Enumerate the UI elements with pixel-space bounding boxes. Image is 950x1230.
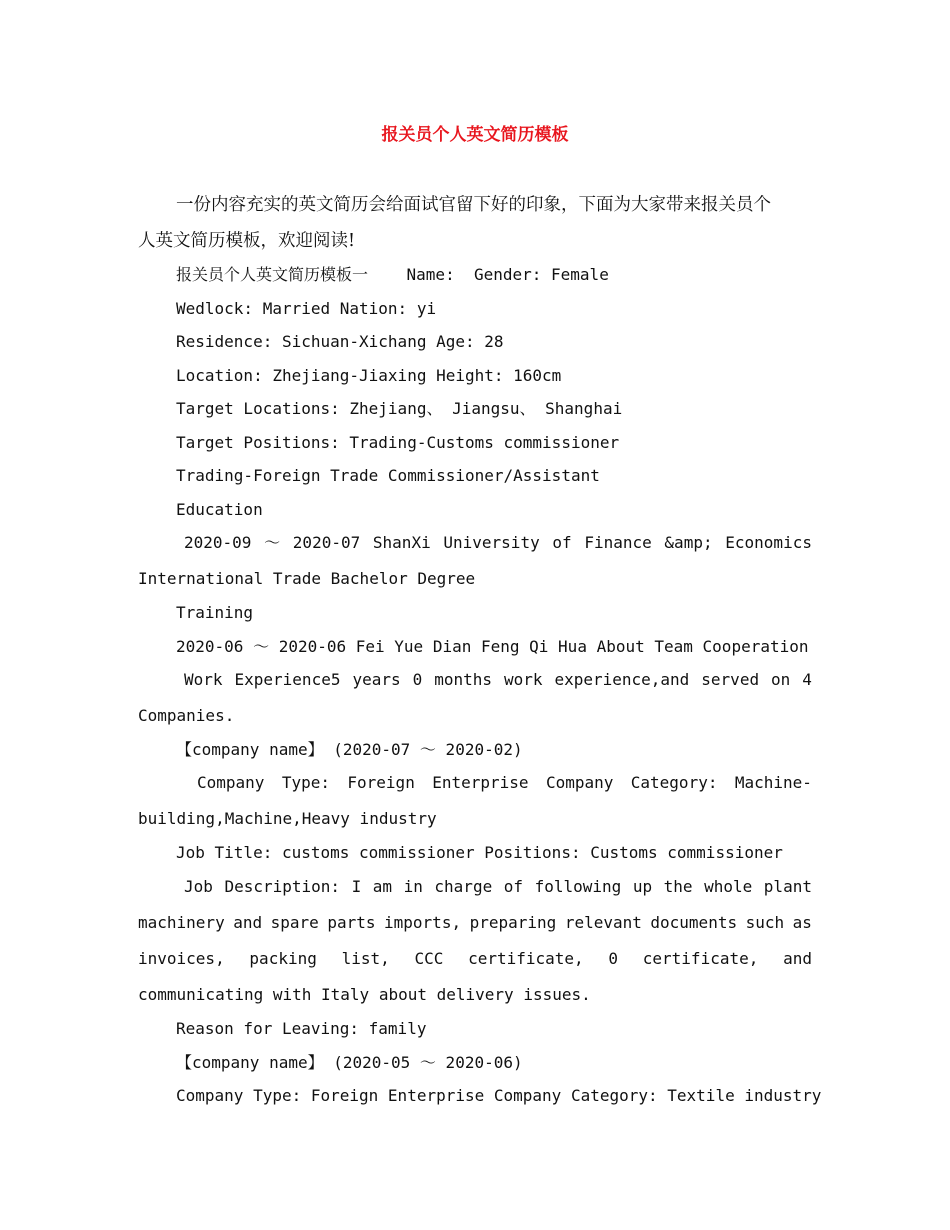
education-entry-line-1 xyxy=(184,532,812,554)
personal-location-height: Location: Zhejiang-Jiaxing Height: 160cm xyxy=(176,366,562,385)
word: preparing xyxy=(469,913,557,932)
company-2-header: 【company name】 (2020-05 ～ 2020-06) xyxy=(176,1053,523,1072)
word: 2020-07 xyxy=(292,533,361,552)
word: relevant xyxy=(564,913,642,932)
word: plant xyxy=(763,877,812,896)
word: Foreign xyxy=(347,773,415,792)
word: of xyxy=(503,877,524,896)
word: Work xyxy=(184,670,223,689)
word: parts xyxy=(327,913,376,932)
word: 0 xyxy=(608,949,619,968)
personal-name-gender: 报关员个人英文简历模板一 Name: Gender: Female xyxy=(176,265,609,284)
word: list, xyxy=(341,949,390,968)
word: such xyxy=(745,913,785,932)
word: University xyxy=(443,533,540,552)
company-1-description-line-4: communicating with Italy about delivery issues. xyxy=(138,985,591,1004)
document-title: 报关员个人英文简历模板 xyxy=(381,125,569,145)
word: years xyxy=(352,670,401,689)
word: whole xyxy=(704,877,753,896)
word: Type: xyxy=(281,773,330,792)
word: ShanXi xyxy=(372,533,431,552)
company-1-type-line-1 xyxy=(197,772,812,794)
word: charge xyxy=(434,877,493,896)
word: Experience5 xyxy=(234,670,341,689)
company-1-description-line-3 xyxy=(138,948,812,970)
word: Finance xyxy=(584,533,652,552)
target-positions-cont: Trading-Foreign Trade Commissioner/Assistant xyxy=(176,466,600,485)
word: the xyxy=(663,877,693,896)
word: 0 xyxy=(412,670,423,689)
training-entry: 2020-06 ～ 2020-06 Fei Yue Dian Feng Qi Hua About Team Cooperation xyxy=(176,637,809,656)
word: imports, xyxy=(384,913,462,932)
word: of xyxy=(552,533,572,552)
education-entry-line-2: International Trade Bachelor Degree xyxy=(138,569,476,588)
word: following xyxy=(534,877,622,896)
work-experience-line-1 xyxy=(184,669,812,691)
word: Economics xyxy=(725,533,812,552)
personal-residence-age: Residence: Sichuan-Xichang Age: 28 xyxy=(176,332,504,351)
company-2-type: Company Type: Foreign Enterprise Company Category: Textile industry xyxy=(176,1086,822,1105)
word: 4 xyxy=(802,670,812,689)
word: invoices, xyxy=(138,949,225,968)
company-1-description-line-1 xyxy=(184,876,812,898)
word: packing xyxy=(249,949,317,968)
target-locations: Target Locations: Zhejiang、 Jiangsu、 Shanghai xyxy=(176,399,623,418)
word: machinery xyxy=(138,913,225,932)
word: &amp; xyxy=(664,533,713,552)
word: certificate, xyxy=(468,949,584,968)
word: and xyxy=(233,913,263,932)
word: Job xyxy=(184,877,213,896)
word: ～ xyxy=(264,533,281,552)
company-1-type-line-2: building,Machine,Heavy industry xyxy=(138,809,437,828)
intro-line-2: 人英文简历模板，欢迎阅读! xyxy=(138,231,356,251)
word: as xyxy=(792,913,812,932)
word: I xyxy=(351,877,362,896)
word: Company xyxy=(545,773,614,792)
word: served xyxy=(701,670,760,689)
word: work xyxy=(503,670,543,689)
word: certificate, xyxy=(642,949,759,968)
company-1-reason-for-leaving: Reason for Leaving: family xyxy=(176,1019,427,1038)
company-1-job-title: Job Title: customs commissioner Positions: Customs commissioner xyxy=(176,843,783,862)
word: and xyxy=(783,949,812,968)
company-1-description-line-2 xyxy=(138,912,812,934)
target-positions: Target Positions: Trading-Customs commissioner xyxy=(176,433,620,452)
intro-line-1: 一份内容充实的英文简历会给面试官留下好的印象，下面为大家带来报关员个 xyxy=(176,195,771,215)
training-heading: Training xyxy=(176,603,254,622)
word: Company xyxy=(197,773,265,792)
word: Category: xyxy=(630,773,718,792)
word: 2020-09 xyxy=(184,533,252,552)
personal-wedlock-nation: Wedlock: Married Nation: yi xyxy=(176,299,437,318)
word: experience,and xyxy=(554,670,690,689)
word: CCC xyxy=(414,949,444,968)
word: on xyxy=(771,670,791,689)
word: Machine- xyxy=(734,773,812,792)
word: spare xyxy=(270,913,319,932)
company-1-header: 【company name】 (2020-07 ～ 2020-02) xyxy=(176,740,523,759)
word: Description: xyxy=(224,877,341,896)
education-heading: Education xyxy=(176,500,263,519)
word: up xyxy=(632,877,653,896)
word: in xyxy=(403,877,423,896)
word: documents xyxy=(650,913,738,932)
word: months xyxy=(434,670,492,689)
word: Enterprise xyxy=(432,773,529,792)
word: am xyxy=(372,877,393,896)
work-experience-line-2: Companies. xyxy=(138,706,235,725)
